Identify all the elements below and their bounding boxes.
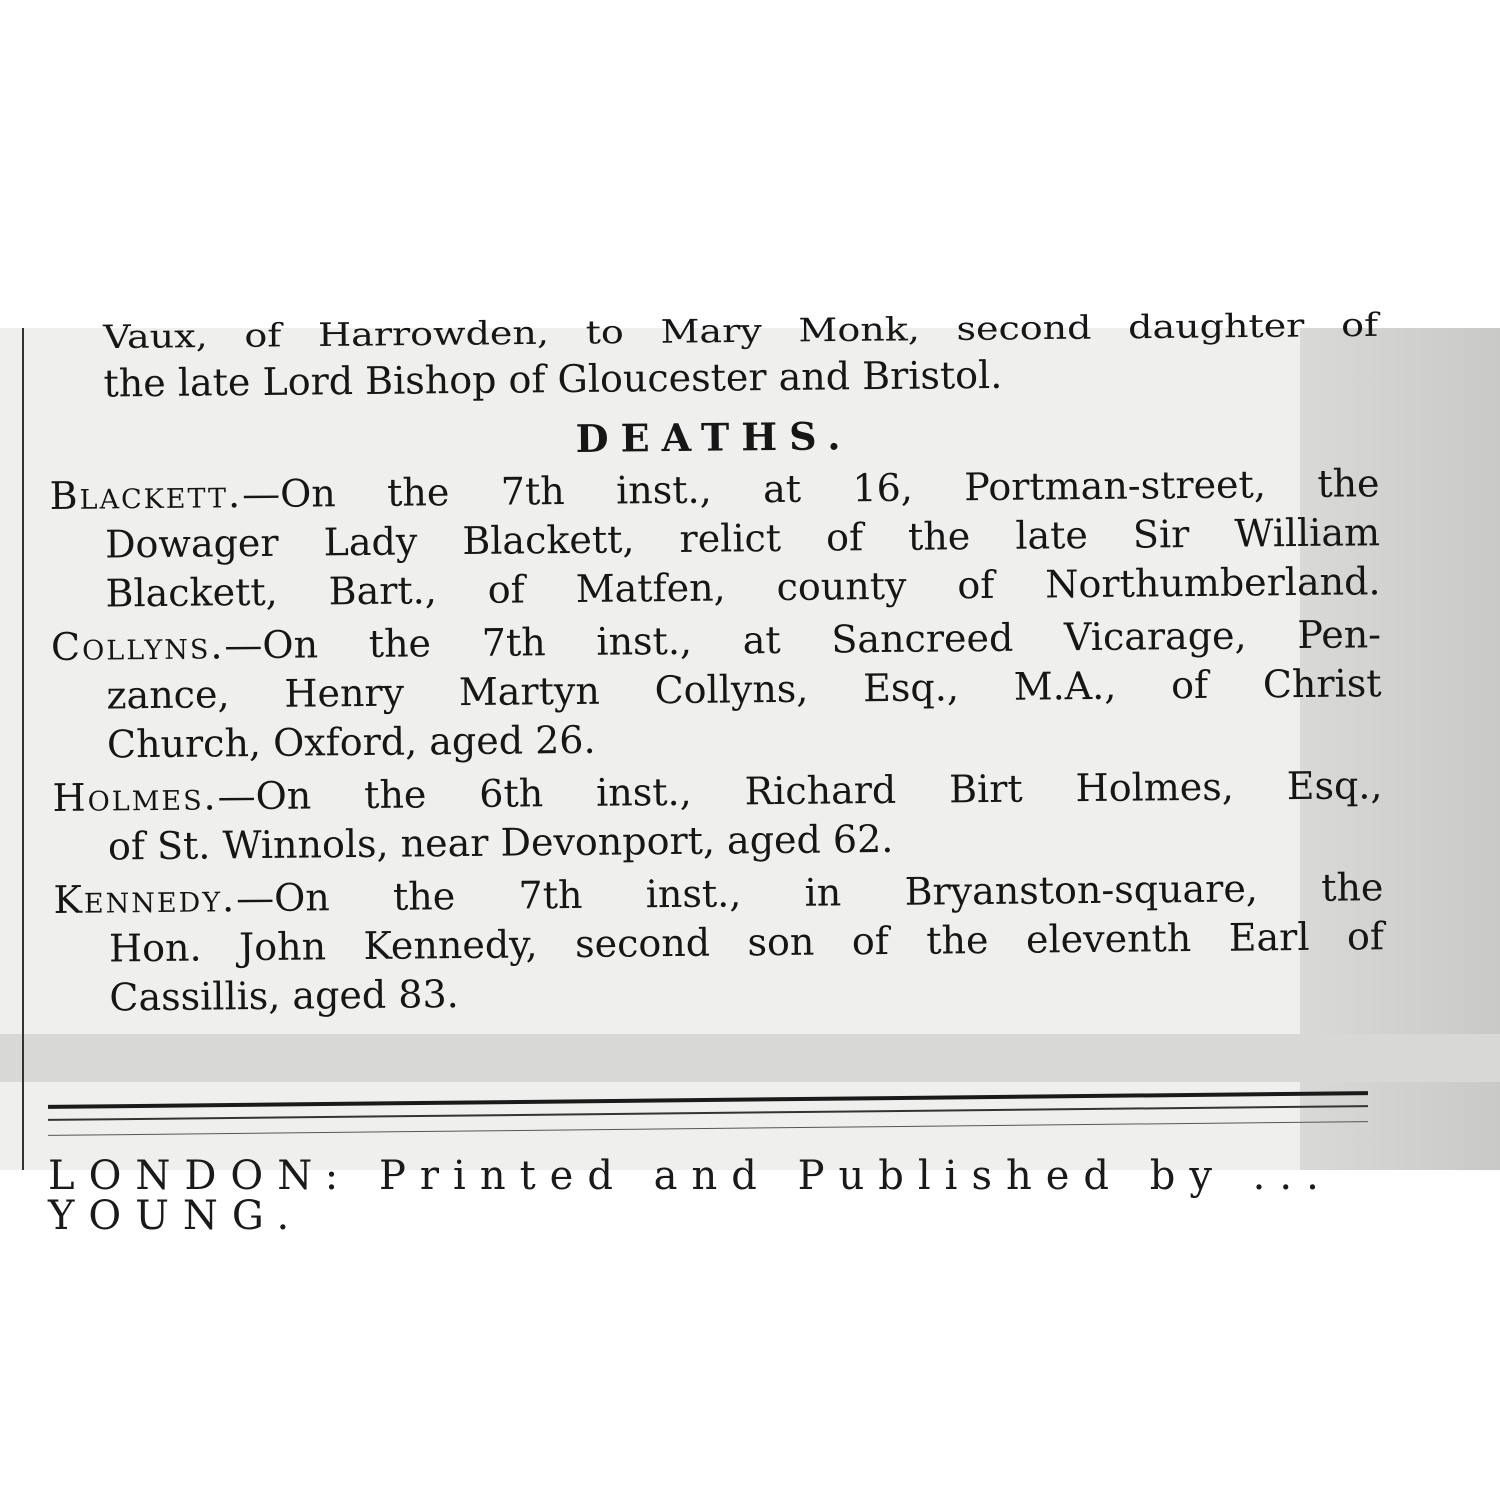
notice-line: Dowager Lady Blackett, relict of the late Sir William: [104, 510, 1381, 567]
notice-line: Hon. John Kennedy, second son of the eleventh Earl of: [108, 914, 1385, 971]
surname: Blackett.: [49, 472, 243, 518]
surname: Kennedy.: [53, 876, 237, 922]
section-divider-thin: [48, 1105, 1368, 1121]
notice-line: of St. Winnols, near Devonport, aged 62.: [107, 816, 894, 869]
death-notice-collyns: [51, 610, 1382, 770]
newspaper-clipping: [0, 306, 1500, 1239]
death-notice-blackett: [49, 459, 1380, 619]
notice-line: zance, Henry Martyn Collyns, Esq., M.A., of Christ: [106, 661, 1382, 718]
death-notice-kennedy: [53, 863, 1384, 1023]
notice-line: —On the 7th inst., in Bryanston-square, the: [235, 865, 1384, 921]
footer-imprint-text: LONDON: Printed and Published by ... YOUNG.: [48, 1153, 1333, 1239]
surname: Collyns.: [50, 623, 225, 669]
notice-line: Church, Oxford, aged 26.: [106, 717, 596, 767]
death-notice-holmes: [52, 761, 1383, 872]
column-rule: [22, 328, 24, 1170]
section-heading: DEATHS.: [575, 413, 853, 461]
scan-band: [0, 1034, 1500, 1082]
section-divider-hairline: [48, 1121, 1368, 1136]
previous-notice-cut-line: Vaux, of Harrowden, to Mary Monk, second daughter of: [102, 306, 1379, 356]
surname: Holmes.: [52, 774, 218, 820]
notice-line: Blackett, Bart., of Matfen, county of Northumberland.: [105, 559, 1381, 616]
notice-line: —On the 6th inst., Richard Birt Holmes, Esq.,: [217, 763, 1383, 819]
previous-notice-last-line: the late Lord Bishop of Gloucester and Bristol.: [103, 352, 1003, 406]
deaths-column: [48, 306, 1385, 1023]
notice-line: —On the 7th inst., at Sancreed Vicarage, Pen-: [224, 612, 1382, 668]
footer-imprint-cut: [48, 1138, 1378, 1239]
notice-line: —On the 7th inst., at 16, Portman-street, the: [241, 461, 1380, 517]
notice-line: Cassillis, aged 83.: [109, 972, 459, 1020]
